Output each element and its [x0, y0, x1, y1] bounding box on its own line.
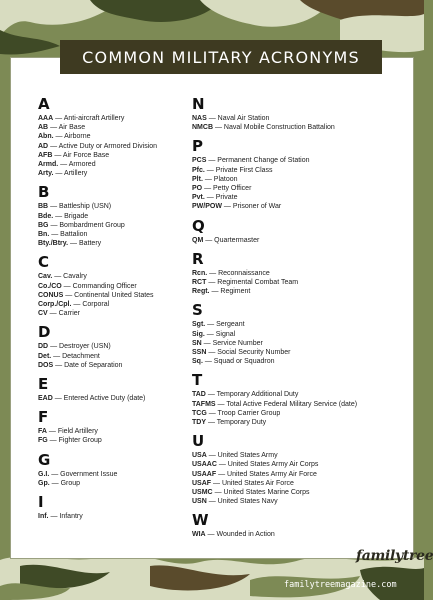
- acronym-definition: Continental United States: [74, 291, 154, 299]
- acronym-separator: —: [216, 461, 228, 469]
- left-column: [38, 96, 188, 527]
- acronym-abbr: PCS: [192, 157, 207, 165]
- acronym-definition: Group: [60, 479, 81, 487]
- acronym-abbr: Inf.: [38, 513, 49, 521]
- acronym-definition: United States Navy: [217, 498, 278, 506]
- acronym-abbr: Regt.: [192, 288, 210, 296]
- acronym-entry: [192, 278, 392, 287]
- acronym-entry: [192, 193, 392, 202]
- section-letter: Q: [192, 216, 205, 235]
- acronym-abbr: Pvt.: [192, 194, 205, 202]
- section-letter: I: [38, 493, 44, 512]
- acronym-definition: United States Air Force: [221, 479, 294, 487]
- acronym-definition: Service Number: [212, 339, 263, 347]
- acronym-abbr: FA: [38, 428, 47, 436]
- acronym-separator: —: [71, 301, 83, 309]
- acronym-entry: [192, 479, 392, 488]
- acronym-entry: [192, 287, 392, 296]
- section-letter: P: [192, 137, 203, 156]
- acronym-entry: [38, 212, 188, 221]
- acronym-abbr: Pfc.: [192, 166, 205, 174]
- acronym-entry: [192, 175, 392, 184]
- acronym-abbr: NAS: [192, 115, 207, 122]
- acronym-definition: Regimental Combat Team: [217, 279, 299, 287]
- acronym-entry: [38, 160, 188, 169]
- acronym-abbr: Gp.: [38, 479, 50, 487]
- section-a: [38, 96, 188, 178]
- acronym-separator: —: [48, 124, 59, 132]
- acronym-separator: —: [213, 124, 224, 132]
- acronym-abbr: Sq.: [192, 358, 203, 366]
- acronym-separator: —: [48, 203, 60, 211]
- section-letter: R: [192, 249, 204, 268]
- acronym-entry: [192, 156, 392, 165]
- acronym-separator: —: [49, 231, 61, 239]
- acronym-definition: Temporary Additional Duty: [216, 391, 299, 399]
- acronym-abbr: Det.: [38, 352, 52, 360]
- acronym-separator: —: [206, 498, 218, 506]
- acronym-definition: Infantry: [59, 513, 83, 521]
- acronym-entry: [38, 436, 188, 445]
- acronym-separator: —: [206, 349, 218, 357]
- acronym-entry: [192, 269, 392, 278]
- acronym-separator: —: [204, 330, 216, 338]
- acronym-entry: [192, 409, 392, 418]
- section-i: [38, 494, 188, 521]
- acronym-separator: —: [215, 400, 227, 408]
- acronym-abbr: BB: [38, 203, 49, 211]
- section-r: [192, 251, 392, 297]
- section-p: [192, 138, 392, 211]
- acronym-definition: United States Marine Corps: [223, 489, 310, 497]
- acronym-entry: [38, 470, 188, 479]
- acronym-definition: Signal: [215, 330, 236, 338]
- right-column: [192, 96, 392, 546]
- section-c: [38, 254, 188, 318]
- acronym-abbr: Cav.: [38, 273, 53, 281]
- acronym-separator: —: [211, 479, 222, 487]
- section-g: [38, 452, 188, 488]
- acronym-separator: —: [212, 489, 224, 497]
- acronym-entry: [192, 236, 392, 245]
- acronym-definition: United States Army: [217, 452, 278, 460]
- acronym-definition: Artillery: [63, 170, 88, 178]
- section-letter: C: [38, 253, 50, 272]
- acronym-abbr: Sig.: [192, 330, 205, 338]
- acronym-definition: Field Artillery: [57, 428, 98, 436]
- acronym-abbr: Bty./Btry.: [38, 240, 69, 248]
- acronym-definition: Entered Active Duty (date): [63, 395, 146, 403]
- section-q: [192, 218, 392, 245]
- acronym-definition: Airborne: [64, 133, 91, 141]
- acronym-separator: —: [204, 194, 216, 202]
- acronym-entry: [192, 460, 392, 469]
- acronym-entry: [192, 330, 392, 339]
- acronym-definition: Bombardment Group: [59, 221, 125, 229]
- acronym-entry: [192, 184, 392, 193]
- acronym-separator: —: [209, 288, 221, 296]
- acronym-definition: Sergeant: [216, 321, 245, 329]
- section-letter: A: [38, 95, 50, 113]
- acronym-entry: [38, 361, 188, 370]
- acronym-definition: Temporary Duty: [216, 419, 267, 427]
- section-letter: E: [38, 375, 49, 394]
- acronym-definition: Naval Mobile Construction Battalion: [223, 124, 335, 132]
- section-d: [38, 324, 188, 370]
- section-w: [192, 512, 392, 539]
- acronym-abbr: USAF: [192, 479, 212, 487]
- section-n: [192, 96, 392, 132]
- acronym-separator: —: [52, 273, 64, 281]
- acronym-abbr: RCT: [192, 279, 207, 287]
- acronym-separator: —: [61, 282, 73, 290]
- acronym-definition: Battery: [78, 240, 102, 248]
- acronym-definition: Naval Air Station: [217, 115, 270, 122]
- acronym-entry: [192, 530, 392, 539]
- acronym-entry: [192, 114, 392, 123]
- section-letter: U: [192, 432, 205, 451]
- acronym-separator: —: [201, 339, 213, 347]
- acronym-entry: [192, 400, 392, 409]
- acronym-abbr: Arty.: [38, 170, 54, 178]
- acronym-entry: [192, 470, 392, 479]
- acronym-entry: [38, 142, 188, 151]
- acronym-abbr: EAD: [38, 395, 53, 403]
- acronym-entry: [38, 123, 188, 132]
- acronym-abbr: Sgt.: [192, 321, 206, 329]
- acronym-entry: [192, 357, 392, 366]
- acronym-definition: Cavalry: [63, 273, 87, 281]
- acronym-abbr: DOS: [38, 361, 54, 369]
- section-e: [38, 376, 188, 403]
- acronym-abbr: WIA: [192, 531, 206, 539]
- acronym-entry: [38, 512, 188, 521]
- acronym-abbr: Plt.: [192, 175, 203, 183]
- acronym-abbr: Bde.: [38, 212, 54, 220]
- acronym-entry: [38, 169, 188, 178]
- acronym-separator: —: [48, 513, 60, 521]
- acronym-abbr: Corp./Cpl.: [38, 301, 72, 309]
- acronym-separator: —: [46, 428, 58, 436]
- acronym-definition: Wounded in Action: [216, 531, 275, 539]
- acronym-separator: —: [221, 203, 233, 211]
- acronym-entry: [38, 342, 188, 351]
- acronym-entry: [192, 488, 392, 497]
- acronym-separator: —: [206, 157, 218, 165]
- acronym-separator: —: [206, 115, 218, 122]
- acronym-definition: Active Duty or Armored Division: [58, 142, 158, 150]
- acronym-abbr: TAFMS: [192, 400, 216, 408]
- acronym-entry: [38, 151, 188, 160]
- acronym-entry: [192, 390, 392, 399]
- acronym-separator: —: [48, 221, 60, 229]
- acronym-separator: —: [53, 170, 64, 178]
- acronym-separator: —: [47, 310, 59, 318]
- acronym-definition: Date of Separation: [64, 361, 123, 369]
- acronym-entry: [192, 202, 392, 211]
- section-s: [192, 302, 392, 366]
- acronym-abbr: Abn.: [38, 133, 54, 141]
- acronym-separator: —: [53, 133, 65, 141]
- acronym-entry: [192, 320, 392, 329]
- acronym-separator: —: [207, 269, 219, 277]
- acronym-definition: Social Security Number: [217, 349, 291, 357]
- acronym-definition: Government Issue: [60, 470, 118, 478]
- acronym-definition: Anti-aircraft Artillery: [63, 115, 125, 122]
- acronym-entry: [38, 132, 188, 141]
- acronym-abbr: AAA: [38, 115, 54, 122]
- acronym-separator: —: [202, 185, 214, 193]
- page-title: COMMON MILITARY ACRONYMS: [60, 40, 382, 74]
- acronym-definition: Private First Class: [215, 166, 273, 174]
- acronym-entry: [38, 352, 188, 361]
- acronym-separator: —: [206, 279, 218, 287]
- section-u: [192, 433, 392, 506]
- acronym-definition: United States Army Air Force: [227, 470, 317, 478]
- acronym-definition: Regiment: [220, 288, 251, 296]
- section-letter: T: [192, 371, 203, 390]
- acronym-definition: Air Base: [58, 124, 86, 132]
- section-t: [192, 372, 392, 427]
- acronym-entry: [38, 282, 188, 291]
- section-b: [38, 184, 188, 248]
- acronym-entry: [192, 339, 392, 348]
- acronym-abbr: CONUS: [38, 291, 64, 299]
- acronym-separator: —: [53, 115, 64, 122]
- acronym-separator: —: [49, 470, 61, 478]
- acronym-abbr: FG: [38, 437, 48, 445]
- acronym-separator: —: [47, 437, 59, 445]
- acronym-definition: Private: [215, 194, 238, 202]
- acronym-entry: [38, 479, 188, 488]
- acronym-abbr: Armd.: [38, 161, 59, 169]
- acronym-entry: [38, 202, 188, 211]
- acronym-definition: Permanent Change of Station: [217, 157, 310, 165]
- section-letter: W: [192, 511, 209, 530]
- acronym-separator: —: [204, 166, 216, 174]
- acronym-separator: —: [48, 142, 59, 150]
- acronym-separator: —: [49, 479, 61, 487]
- acronym-entry: [38, 291, 188, 300]
- acronym-entry: [38, 427, 188, 436]
- acronym-abbr: NMCB: [192, 124, 213, 132]
- site-url: familytreemagazine.com: [284, 580, 397, 590]
- acronym-separator: —: [202, 358, 214, 366]
- acronym-definition: Destroyer (USN): [59, 343, 111, 351]
- acronym-abbr: Co./CO: [38, 282, 62, 290]
- acronym-entry: [192, 166, 392, 175]
- acronym-definition: Corporal: [82, 301, 110, 309]
- acronym-definition: Quartermaster: [214, 236, 260, 244]
- acronym-abbr: AB: [38, 124, 49, 132]
- acronym-definition: Platoon: [213, 175, 238, 183]
- acronym-definition: Squad or Squadron: [213, 358, 275, 366]
- section-letter: N: [192, 95, 205, 113]
- acronym-abbr: SN: [192, 339, 202, 347]
- acronym-definition: Fighter Group: [58, 437, 102, 445]
- acronym-definition: Total Active Federal Military Service (date): [226, 400, 358, 408]
- acronym-separator: —: [206, 419, 217, 427]
- acronym-abbr: USA: [192, 452, 207, 460]
- acronym-definition: Prisoner of War: [232, 203, 282, 211]
- acronym-entry: [38, 394, 188, 403]
- section-letter: G: [38, 450, 51, 469]
- acronym-entry: [192, 451, 392, 460]
- acronym-abbr: BG: [38, 221, 49, 229]
- section-letter: S: [192, 301, 203, 320]
- acronym-separator: —: [202, 175, 214, 183]
- acronym-separator: —: [205, 391, 217, 399]
- acronym-separator: —: [216, 470, 228, 478]
- acronym-separator: —: [205, 321, 217, 329]
- acronym-abbr: PO: [192, 185, 203, 193]
- acronym-definition: Troop Carrier Group: [217, 409, 281, 417]
- acronym-definition: Air Force Base: [62, 151, 110, 159]
- acronym-entry: [192, 348, 392, 357]
- acronym-abbr: USAAC: [192, 461, 217, 469]
- acronym-abbr: TAD: [192, 391, 206, 399]
- acronym-abbr: AD: [38, 142, 49, 150]
- acronym-separator: —: [205, 531, 217, 539]
- acronym-entry: [38, 309, 188, 318]
- acronym-abbr: Rcn.: [192, 269, 208, 277]
- familytree-logo: familytree: [356, 548, 433, 564]
- acronym-definition: Reconnaissance: [218, 269, 270, 277]
- section-letter: B: [38, 183, 50, 202]
- acronym-separator: —: [53, 361, 65, 369]
- acronym-definition: Petty Officer: [213, 185, 252, 193]
- acronym-entry: [192, 418, 392, 427]
- acronym-definition: Detachment: [62, 352, 100, 360]
- acronym-abbr: USAAF: [192, 470, 217, 478]
- acronym-separator: —: [58, 161, 69, 169]
- acronym-entry: [38, 300, 188, 309]
- acronym-abbr: AFB: [38, 151, 53, 159]
- acronym-separator: —: [206, 409, 218, 417]
- acronym-definition: Battleship (USN): [59, 203, 112, 211]
- acronym-separator: —: [51, 352, 63, 360]
- section-letter: D: [38, 323, 51, 342]
- acronym-abbr: CV: [38, 310, 48, 318]
- acronym-entry: [38, 221, 188, 230]
- section-f: [38, 409, 188, 445]
- acronym-separator: —: [52, 151, 63, 159]
- acronym-entry: [38, 272, 188, 281]
- acronym-definition: Armored: [68, 161, 96, 169]
- acronym-abbr: QM: [192, 236, 204, 244]
- acronym-separator: —: [48, 343, 60, 351]
- acronym-separator: —: [53, 212, 65, 220]
- acronym-separator: —: [63, 291, 75, 299]
- section-letter: F: [38, 408, 49, 427]
- acronym-entry: [38, 230, 188, 239]
- acronym-separator: —: [52, 395, 64, 403]
- acronym-abbr: DD: [38, 343, 49, 351]
- acronym-entry: [38, 114, 188, 123]
- acronym-abbr: PW/POW: [192, 203, 222, 211]
- acronym-abbr: TCG: [192, 409, 207, 417]
- acronym-separator: —: [206, 452, 218, 460]
- acronym-abbr: USMC: [192, 489, 213, 497]
- acronym-separator: —: [68, 240, 79, 248]
- acronym-abbr: USN: [192, 498, 207, 506]
- acronym-separator: —: [203, 236, 215, 244]
- acronym-definition: Brigade: [64, 212, 89, 220]
- acronym-entry: [38, 239, 188, 248]
- acronym-abbr: G.I.: [38, 470, 50, 478]
- acronym-entry: [192, 123, 392, 132]
- acronym-abbr: SSN: [192, 349, 207, 357]
- acronym-definition: United States Army Air Corps: [227, 461, 319, 469]
- acronym-abbr: TDY: [192, 419, 206, 427]
- acronym-abbr: Bn.: [38, 231, 50, 239]
- acronym-entry: [192, 497, 392, 506]
- acronym-definition: Commanding Officer: [72, 282, 137, 290]
- acronym-definition: Carrier: [58, 310, 81, 318]
- acronym-definition: Battalion: [60, 231, 88, 239]
